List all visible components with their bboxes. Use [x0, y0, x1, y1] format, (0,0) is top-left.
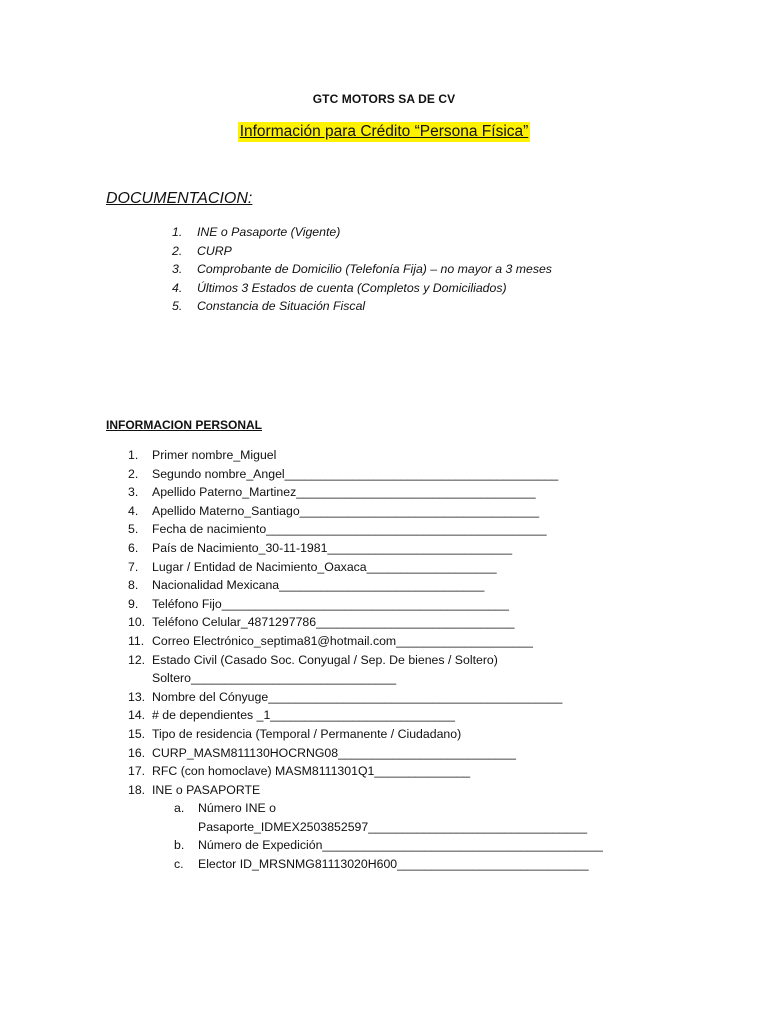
- item-number: 12.: [128, 652, 146, 667]
- list-item: [128, 725, 603, 744]
- list-item: [128, 465, 603, 484]
- item-text: Fecha de nacimiento_________________________________________: [152, 522, 547, 537]
- list-item: [128, 520, 603, 539]
- list-item: [172, 242, 552, 261]
- item-number: 5.: [172, 299, 183, 313]
- subtitle-container: [0, 122, 768, 142]
- item-text: Comprobante de Domicilio (Telefonía Fija) – no mayor a 3 meses: [197, 262, 552, 276]
- company-name: GTC MOTORS SA DE CV: [312, 92, 456, 106]
- item-number: 7.: [128, 559, 139, 574]
- item-number: 2.: [172, 243, 183, 258]
- item-number: 10.: [128, 615, 146, 630]
- list-item: [128, 651, 603, 688]
- sub-item-text: Número INE o: [198, 801, 276, 816]
- item-text: INE o Pasaporte (Vigente): [197, 225, 341, 239]
- item-text: Últimos 3 Estados de cuenta (Completos y Domiciliados): [197, 280, 507, 295]
- item-number: 6.: [128, 540, 139, 555]
- sub-list-item: [128, 855, 603, 874]
- documentation-heading: DOCUMENTACION:: [106, 190, 253, 207]
- list-item: [128, 688, 603, 707]
- item-text: CURP_MASM811130HOCRNG08__________________________: [152, 745, 516, 760]
- item-number: 11.: [128, 633, 145, 648]
- list-item: [128, 539, 603, 558]
- item-text: Nacionalidad Mexicana______________________________: [152, 578, 485, 593]
- item-text: Correo Electrónico_septima81@hotmail.com____________________: [152, 633, 533, 648]
- sub-item-letter: b.: [174, 838, 185, 853]
- list-item: [128, 781, 603, 874]
- item-number: 17.: [128, 764, 146, 779]
- document-subtitle: Información para Crédito “Persona Física”: [239, 123, 529, 140]
- item-number: 9.: [128, 596, 139, 611]
- item-number: 16.: [128, 745, 146, 760]
- item-text: Lugar / Entidad de Nacimiento_Oaxaca___________________: [152, 559, 497, 574]
- item-text: RFC (con homoclave) MASM8111301Q1______________: [152, 764, 471, 779]
- item-text: Teléfono Fijo__________________________________________: [152, 596, 509, 611]
- list-item: [128, 446, 603, 465]
- list-item: [128, 558, 603, 577]
- item-number: 14.: [128, 708, 146, 723]
- item-text: Apellido Paterno_Martinez___________________________________: [152, 485, 536, 500]
- list-item: [128, 762, 603, 781]
- list-item: [128, 502, 603, 521]
- item-text: Tipo de residencia (Temporal / Permanente / Ciudadano): [152, 726, 462, 741]
- sub-list-item: [128, 799, 603, 836]
- list-item: [128, 744, 603, 763]
- list-item: [128, 632, 603, 651]
- item-text: Constancia de Situación Fiscal: [197, 299, 366, 313]
- item-text: CURP: [197, 243, 232, 258]
- list-item: [172, 297, 552, 316]
- item-number: 15.: [128, 726, 146, 741]
- item-number: 2.: [128, 466, 139, 481]
- list-item: [128, 706, 603, 725]
- sub-item-text: Elector ID_MRSNMG81113020H600____________________________: [198, 857, 589, 872]
- sub-item-letter: a.: [174, 801, 185, 816]
- item-text: Apellido Materno_Santiago___________________________________: [152, 503, 540, 518]
- personal-info-heading: INFORMACION PERSONAL: [106, 418, 262, 432]
- documentation-list: [172, 223, 552, 316]
- sub-item-letter: c.: [174, 857, 184, 872]
- personal-info-list: [128, 446, 603, 874]
- sub-item-text: Número de Expedición_________________________________________: [198, 838, 603, 853]
- item-number: 4.: [128, 503, 139, 518]
- item-number: 3.: [172, 262, 183, 276]
- list-item: [128, 483, 603, 502]
- list-item: [172, 223, 552, 242]
- item-number: 5.: [128, 522, 139, 537]
- item-text: Estado Civil (Casado Soc. Conyugal / Sep. De bienes / Soltero): [152, 652, 498, 667]
- list-item: [128, 613, 603, 632]
- item-text: INE o PASAPORTE: [152, 782, 261, 797]
- sub-list-item: [128, 836, 603, 855]
- item-number: 18.: [128, 782, 146, 797]
- item-number: 1.: [172, 225, 183, 239]
- item-text: Nombre del Cónyuge___________________________________________: [152, 689, 563, 704]
- item-number: 1.: [128, 448, 139, 462]
- list-item: [128, 595, 603, 614]
- item-number: 13.: [128, 689, 146, 704]
- item-text: Segundo nombre_Angel________________________________________: [152, 466, 559, 481]
- item-number: 4.: [172, 280, 183, 295]
- list-item: [128, 576, 603, 595]
- list-item: [172, 260, 552, 279]
- id-sub-list: [128, 799, 603, 873]
- item-number: 8.: [128, 578, 139, 593]
- item-text: Teléfono Celular_4871297786_____________________________: [152, 615, 515, 630]
- item-continuation: Soltero______________________________: [152, 671, 397, 686]
- list-item: [172, 279, 552, 298]
- sub-item-continuation: Pasaporte_IDMEX2503852597________________________________: [198, 819, 588, 834]
- item-text: País de Nacimiento_30-11-1981___________________________: [152, 540, 513, 555]
- item-text: Primer nombre_Miguel: [152, 448, 277, 462]
- item-number: 3.: [128, 485, 139, 500]
- item-text: # de dependientes _1___________________________: [152, 708, 455, 723]
